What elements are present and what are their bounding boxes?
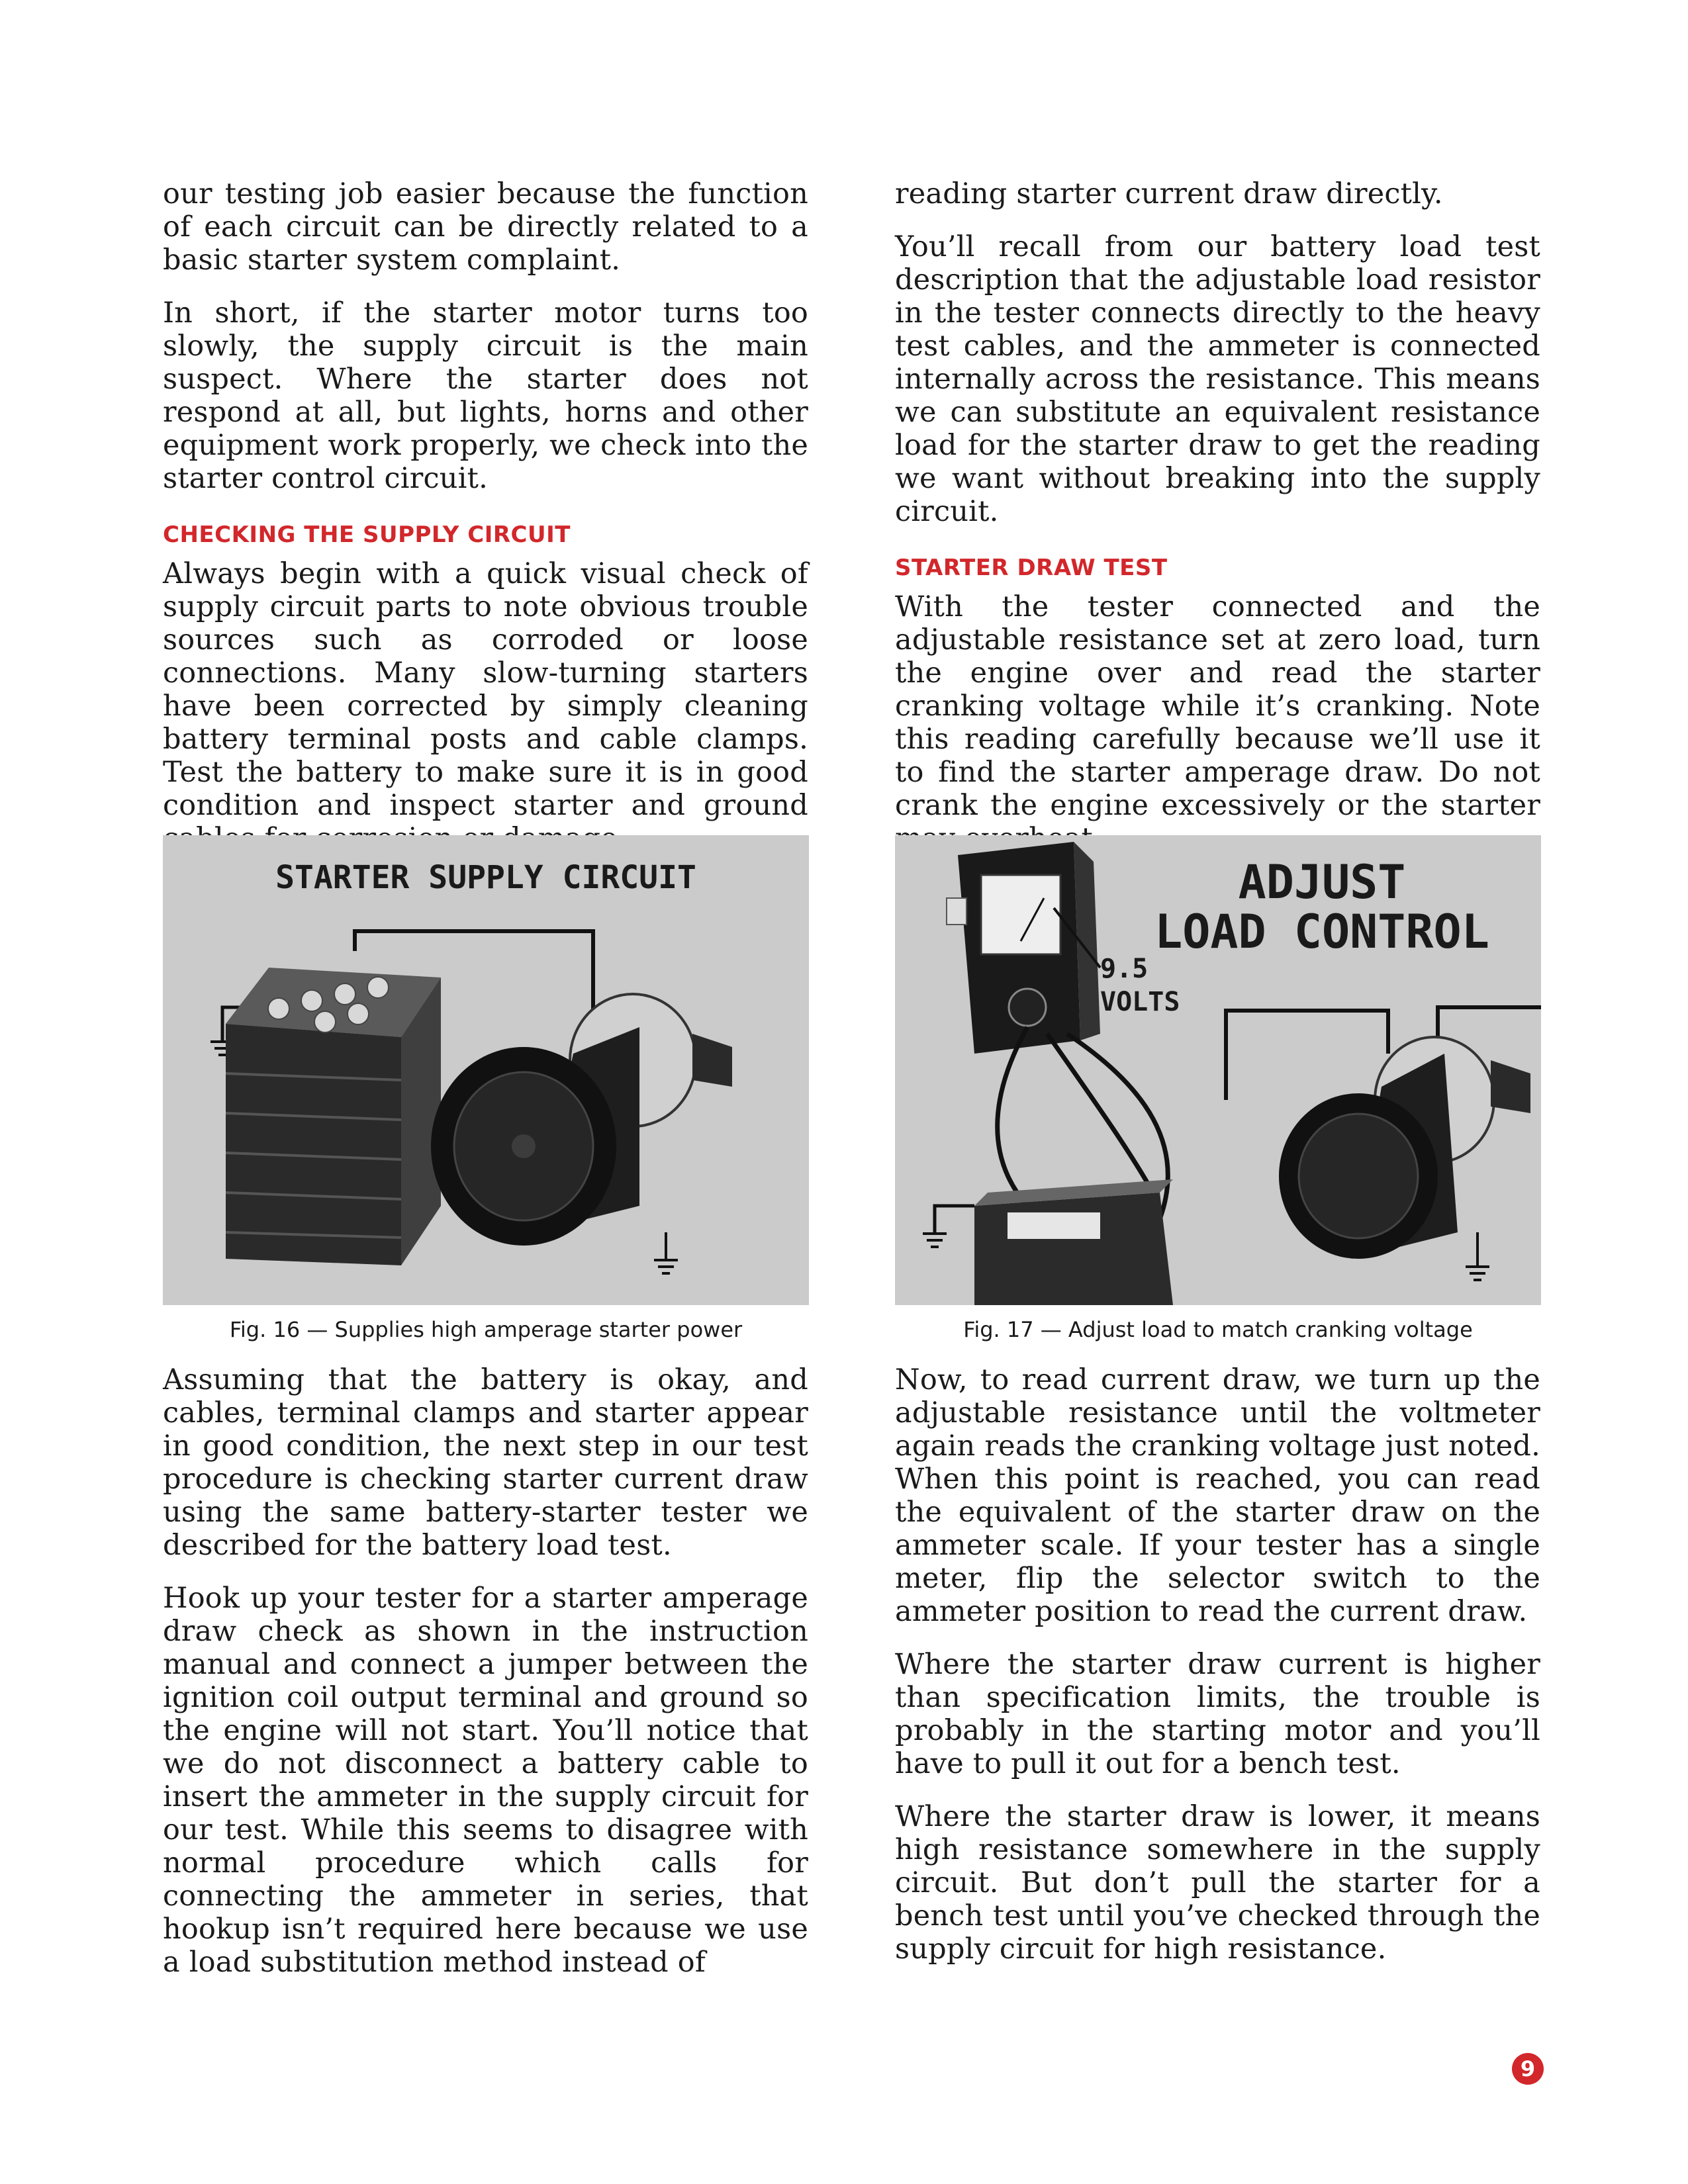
paragraph: You’ll recall from our battery load test description that the adjustable load resistor in the tester connects directly to the heavy test cables, and the ammeter is connected internally across the resistance. This means we can substitute an equivalent resistance load for the starter draw to get the reading we want without breaking into the supply circuit. [895, 230, 1540, 528]
right-column-bottom [895, 1363, 1540, 1985]
volts-value-label: 9.5 [1100, 954, 1149, 984]
paragraph: Hook up your tester for a starter amperage draw check as shown in the instruction manual and connect a jumper between the ignition coil output terminal and ground so the engine will not start. You’ll notice that we do not disconnect a battery cable to insert the ammeter in the supply circuit for our test. While this seems to disagree with normal procedure which calls for connecting the ammeter in series, that hookup isn’t required here because we use a load substitution method instead of [163, 1582, 808, 1979]
paragraph: Assuming that the battery is okay, and cables, terminal clamps and starter appear in good condition, the next step in our test procedure is checking starter current draw using the same battery-starter tester we described for the battery load test. [163, 1363, 808, 1562]
figure-16-caption: Fig. 16 — Supplies high amperage starter power [229, 1317, 743, 1342]
section-heading-starter-draw-test: STARTER DRAW TEST [895, 555, 1168, 581]
paragraph: In short, if the starter motor turns too slowly, the supply circuit is the main suspect. Where the starter does not respond at all, but lights, horns and other equipment work properly, we check into the starter control circuit. [163, 296, 808, 495]
volts-unit-label: VOLTS [1100, 987, 1180, 1017]
paragraph: With the tester connected and the adjustable resistance set at zero load, turn the engine over and read the starter cranking voltage while it’s cranking. Note this reading carefully because we’ll use it to find the starter amperage draw. Do not crank the engine excessively or the starter [895, 590, 1540, 822]
left-column-top [163, 177, 808, 875]
right-column-top [895, 177, 1540, 875]
paragraph: Where the starter draw is lower, it means high resistance somewhere in the supply circuit. But don’t pull the starter for a bench test until you’ve checked through the supply circuit for high resistance. [895, 1800, 1540, 1966]
figure-17-label-line1: ADJUST [1238, 855, 1406, 909]
paragraph: Now, to read current draw, we turn up the adjustable resistance until the voltmeter again reads the cranking voltage just noted. When this point is reached, you can read the equivalent of the starter draw on the ammeter scale. If your tester has a single meter, flip the selector switch to the ammeter position to read the current draw. [895, 1363, 1540, 1628]
paragraph: Where the starter draw current is higher than specification limits, the trouble is probably in the starting motor and you’ll have to pull it out for a bench test. [895, 1648, 1540, 1780]
adjust-load-control-illustration [895, 835, 1541, 1305]
starter-supply-circuit-illustration [163, 835, 809, 1305]
figure-17-label-line2: LOAD CONTROL [1154, 905, 1489, 959]
figure-17-caption: Fig. 17 — Adjust load to match cranking voltage [963, 1317, 1473, 1342]
section-heading-supply-circuit: CHECKING THE SUPPLY CIRCUIT [163, 522, 571, 548]
paragraph: Always begin with a quick visual check of supply circuit parts to note obvious trouble sources such as corroded or loose connections. Many slow-turning starters have been corrected by simply cleaning battery terminal posts and cable clamps. Test the battery to make sure it is in good condition and inspect starter and ground [163, 557, 808, 822]
figure-17-photo [895, 835, 1541, 1305]
figure-16-label: STARTER SUPPLY CIRCUIT [275, 859, 696, 896]
figure-16-photo [163, 835, 809, 1305]
paragraph: our testing job easier because the function of each circuit can be directly related to a basic starter system complaint. [163, 177, 808, 277]
paragraph: reading starter current draw directly. [895, 177, 1443, 210]
page-number-badge: 9 [1512, 2053, 1544, 2085]
left-column-bottom [163, 1363, 808, 1999]
